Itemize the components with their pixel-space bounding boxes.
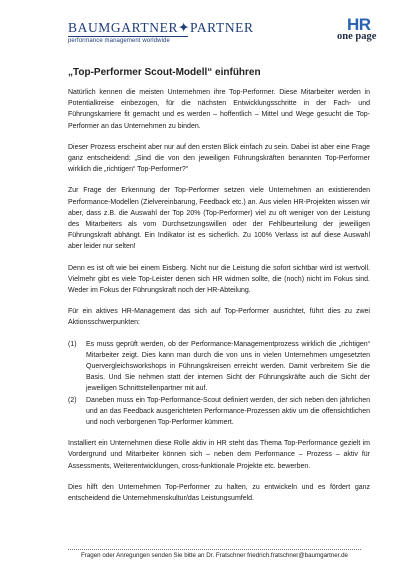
list-item-text: Es muss geprüft werden, ob der Performance-Managementprozess wirklich die „richtigen“ Mitarbeiter zeigt. Dies kann man durch die von uns in vielen Unternehmen umgesetzten Quervergleichsworkshops in Führungskreisen erreicht werden. Damit verbreitern Sie die Basis. Und Sie nehmen statt der internen Sicht der Führungskräfte auch die Sicht der jeweiligen Schnittstellenpartner mit auf. bbox=[86, 340, 370, 393]
list-item-text: Daneben muss ein Top-Performance-Scout definiert werden, der sich neben den jährlichen und an das Feedback ausgerichteten Performance-Prozessen aktiv um die offensichtlichen und noch verborgenen Top-Performer kümmert. bbox=[86, 396, 370, 427]
article-title: „Top-Performer Scout-Modell“ einführen bbox=[68, 67, 261, 78]
company-logo-name: BAUMGARTNER✦PARTNER bbox=[68, 20, 254, 35]
company-logo-tagline: performance management worldwide bbox=[68, 38, 170, 44]
list-item bbox=[68, 395, 370, 429]
paragraph-installation: Installiert ein Unternehmen diese Rolle aktiv in HR steht das Thema Top-Performance gezielt im Vordergrund und Mitarbeiter können sich – neben dem Performance – Prozess – aktiv für Assessments, Weiterentwicklungen, cross-funktionale Projekte etc. bewerben. bbox=[68, 440, 370, 470]
action-points-list bbox=[68, 339, 370, 429]
one-page-logo-text: one page bbox=[337, 31, 377, 42]
paragraph-process: Dieser Prozess erscheint aber nur auf den ersten Blick einfach zu sein. Dabei ist aber eine Frage ganz entscheidend: „Sind die von den jeweiligen Führungskräften benannten Top-Performer wirklich die „richtigen“ Top-Performer?“ bbox=[68, 143, 370, 174]
logo-divider bbox=[68, 36, 188, 37]
paragraph-intro: Natürlich kennen die meisten Unternehmen ihre Top-Performer. Diese Mitarbeiter werden in Potentialkreise einbezogen, für die nächsten Entwicklungsschritte in der Fach- und Führungskarriere fit gemacht und es werden – hoffentlich – Mittel und Wege gesucht die Top-Performer an das Unternehmen zu binden. bbox=[68, 89, 370, 130]
page-header bbox=[0, 0, 413, 60]
paragraph-conclusion: Dies hilft den Unternehmen Top-Performer zu halten, zu entwickeln und es fördert ganz entscheidend die Unternehmenskultur/das Leistungsumfeld. bbox=[68, 483, 370, 503]
article-body bbox=[68, 66, 370, 514]
list-item-number: (2) bbox=[68, 396, 77, 404]
paragraph-detection: Zur Frage der Erkennung der Top-Performer setzen viele Unternehmen an existierenden Performance-Modellen (Zielvereinbarung, Feedback etc.) an. Aus vielen HR-Projekten wissen wir aber, dass z.B. die Auswahl der Top 20% (Top-Performer) viel zu oft weniger von der Leistung des Mitarbeiters als vom Durchsetzungswillen oder der Fehlbeurteilung der jeweiligen Führungskraft abhängt. Ein Indikator ist es sicherlich. Zu 100% Verlass ist auf diese Auswahl aber leider nur selten! bbox=[68, 187, 370, 251]
hr-logo-text: HR bbox=[347, 15, 371, 34]
hr-one-page-logo bbox=[337, 17, 381, 43]
paragraph-action-intro: Für ein aktives HR-Management das sich auf Top-Performer ausrichtet, führt dies zu zwei Aktionsschwerpunkten: bbox=[68, 308, 370, 327]
footer-contact: Fragen oder Anregungen senden Sie bitte an Dr. Fratschner friedrich.fratschner@baumgartner.de bbox=[81, 552, 348, 559]
list-item-number: (1) bbox=[68, 340, 77, 348]
footer-divider bbox=[68, 549, 361, 550]
paragraph-iceberg: Denn es ist oft wie bei einem Eisberg. Nicht nur die Leistung die sofort sichtbar wird ist wertvoll. Vielmehr gibt es viele Top-Leister denen sich HR widmen sollte, die (noch) nicht im Fokus sind. Weder im Fokus der Führungskraft noch der HR-Abteilung. bbox=[68, 264, 370, 295]
list-item bbox=[68, 339, 370, 395]
